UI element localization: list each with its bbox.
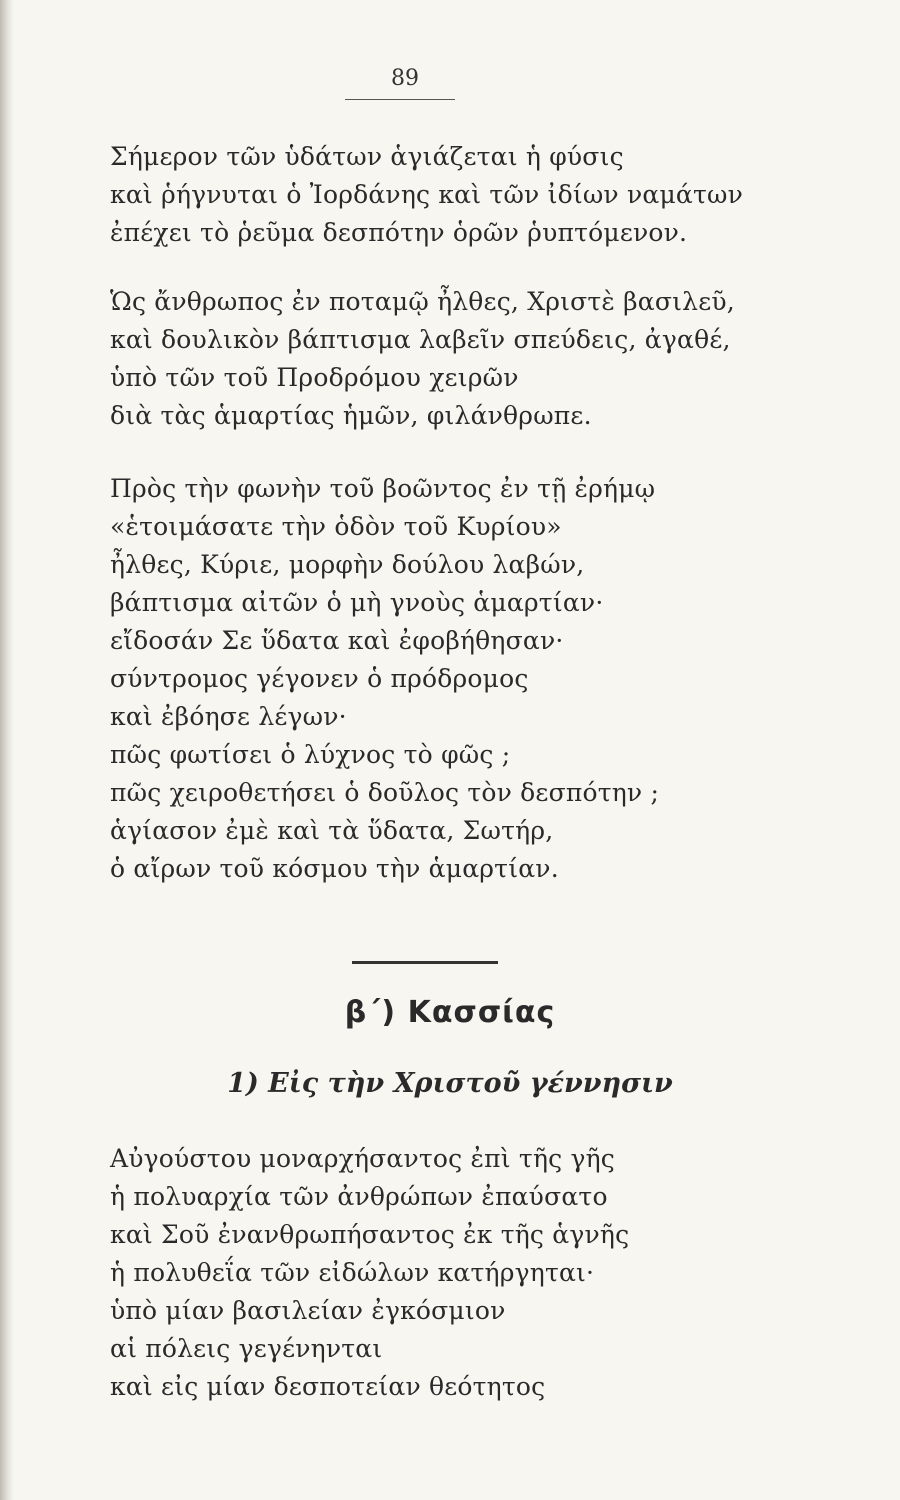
verse-line: Αὐγούστου μοναρχήσαντος ἐπὶ τῆς γῆς: [110, 1144, 615, 1173]
verse-line: ὑπὸ τῶν τοῦ Προδρόμου χειρῶν: [110, 363, 519, 392]
verse-line: βάπτισμα αἰτῶν ὁ μὴ γνοὺς ἁμαρτίαν·: [110, 588, 604, 617]
verse-line: ἡ πολυαρχία τῶν ἀνθρώπων ἐπαύσατο: [110, 1182, 608, 1211]
stanza-2: [110, 283, 810, 435]
stanza-3: [110, 470, 810, 888]
verse-line: Σήμερον τῶν ὑδάτων ἁγιάζεται ἡ φύσις: [110, 142, 624, 171]
verse-line: πῶς φωτίσει ὁ λύχνος τὸ φῶς ;: [110, 740, 511, 769]
verse-line: πῶς χειροθετήσει ὁ δοῦλος τὸν δεσπότην ;: [110, 778, 660, 807]
page-number-rule: [345, 99, 455, 100]
verse-line: ὑπὸ μίαν βασιλείαν ἐγκόσμιον: [110, 1296, 506, 1325]
verse-line: εἴδοσάν Σε ὕδατα καὶ ἐφοβήθησαν·: [110, 626, 564, 655]
poem-title: 1) Εἰς τὴν Χριστοῦ γέννησιν: [227, 1068, 673, 1099]
verse-line: Πρὸς τὴν φωνὴν τοῦ βοῶντος ἐν τῇ ἐρήμῳ: [110, 474, 656, 503]
verse-line: ὁ αἴρων τοῦ κόσμου τὴν ἁμαρτίαν.: [110, 854, 559, 883]
section-title: β΄) Κασσίας: [344, 995, 556, 1030]
verse-line: καὶ ἐβόησε λέγων·: [110, 702, 347, 731]
verse-line: σύντρομος γέγονεν ὁ πρόδρομος: [110, 664, 529, 693]
verse-line: καὶ δουλικὸν βάπτισμα λαβεῖν σπεύδεις, ἀγαθέ,: [110, 325, 731, 354]
stanza-1: [110, 138, 810, 252]
verse-line: «ἑτοιμάσατε τὴν ὁδὸν τοῦ Κυρίου»: [110, 512, 562, 541]
page-number: 89: [391, 66, 419, 91]
page-gutter-shadow: [0, 0, 14, 1500]
verse-line: καὶ εἰς μίαν δεσποτείαν θεότητος: [110, 1372, 546, 1401]
verse-line: αἱ πόλεις γεγένηνται: [110, 1334, 383, 1363]
verse-line: ἦλθες, Κύριε, μορφὴν δούλου λαβών,: [110, 550, 585, 579]
verse-line: ἐπέχει τὸ ῥεῦμα δεσπότην ὁρῶν ῥυπτόμενον.: [110, 218, 688, 247]
verse-line: διὰ τὰς ἁμαρτίας ἡμῶν, φιλάνθρωπε.: [110, 401, 592, 430]
verse-line: ἡ πολυθεΐα τῶν εἰδώλων κατήργηται·: [110, 1258, 595, 1287]
verse-line: καὶ ῥήγνυται ὁ Ἰορδάνης καὶ τῶν ἰδίων ναμάτων: [110, 180, 743, 209]
section-divider: [352, 961, 498, 964]
stanza-4: [110, 1140, 810, 1406]
verse-line: καὶ Σοῦ ἐνανθρωπήσαντος ἐκ τῆς ἁγνῆς: [110, 1220, 630, 1249]
verse-line: ἁγίασον ἐμὲ καὶ τὰ ὕδατα, Σωτήρ,: [110, 816, 554, 845]
verse-line: Ὡς ἄνθρωπος ἐν ποταμῷ ἦλθες, Χριστὲ βασιλεῦ,: [110, 287, 735, 316]
